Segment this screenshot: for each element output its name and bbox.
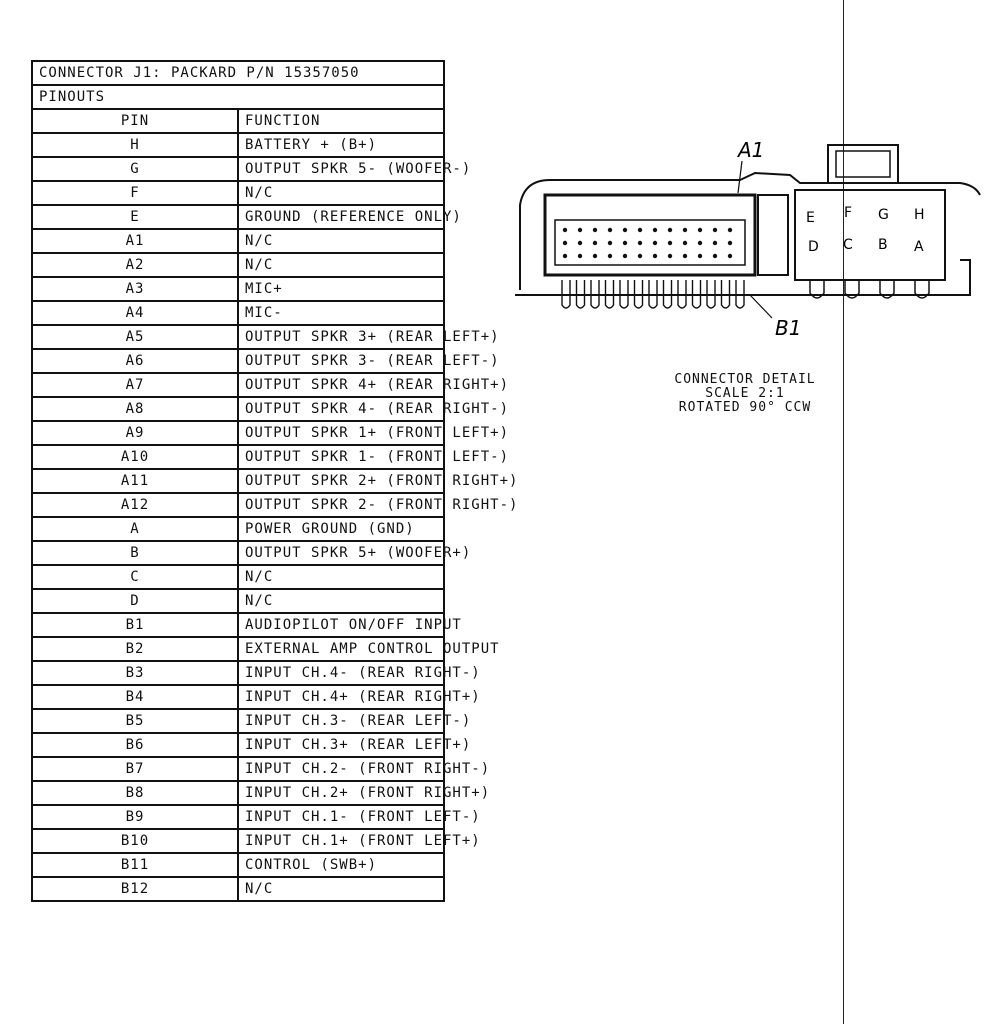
pin-dot [578, 254, 582, 258]
pin-dot [653, 254, 657, 258]
function-cell: CONTROL (SWB+) [238, 853, 444, 877]
table-row [32, 493, 444, 517]
pin-cell: B3 [32, 661, 238, 685]
pin-cell: B9 [32, 805, 238, 829]
function-cell: OUTPUT SPKR 2- (FRONT RIGHT-) [238, 493, 444, 517]
function-cell: INPUT CH.4- (REAR RIGHT-) [238, 661, 444, 685]
table-row [32, 685, 444, 709]
cavity-letter-b: B [878, 237, 888, 253]
table-row [32, 397, 444, 421]
table-row [32, 205, 444, 229]
function-cell: OUTPUT SPKR 5- (WOOFER-) [238, 157, 444, 181]
function-cell: OUTPUT SPKR 4+ (REAR RIGHT+) [238, 373, 444, 397]
pin-dot [668, 241, 672, 245]
callout-a1: A1 [738, 138, 765, 162]
pin-cell: A10 [32, 445, 238, 469]
pin-cell: A9 [32, 421, 238, 445]
table-row [32, 565, 444, 589]
pin-cell: B6 [32, 733, 238, 757]
callout-b1: B1 [775, 316, 802, 340]
table-row [32, 133, 444, 157]
cavity-letter-c: C [843, 237, 853, 253]
pin-cell: B2 [32, 637, 238, 661]
table-row [32, 421, 444, 445]
pin-cell: A8 [32, 397, 238, 421]
pin-dot [593, 241, 597, 245]
pin-dot [623, 228, 627, 232]
function-cell: N/C [238, 589, 444, 613]
table-row [32, 733, 444, 757]
table-row [32, 757, 444, 781]
pin-dot [593, 254, 597, 258]
pin-dot [713, 228, 717, 232]
function-cell: MIC- [238, 301, 444, 325]
table-row [32, 325, 444, 349]
function-cell: OUTPUT SPKR 2+ (FRONT RIGHT+) [238, 469, 444, 493]
function-cell: GROUND (REFERENCE ONLY) [238, 205, 444, 229]
table-row [32, 229, 444, 253]
pin-dot [728, 228, 732, 232]
connector-diagram [510, 135, 980, 350]
power-cavity-block [795, 190, 945, 280]
table-row [32, 301, 444, 325]
table-row [32, 661, 444, 685]
function-cell: EXTERNAL AMP CONTROL OUTPUT [238, 637, 444, 661]
function-cell: INPUT CH.2- (FRONT RIGHT-) [238, 757, 444, 781]
pin-cell: A11 [32, 469, 238, 493]
function-cell: INPUT CH.1- (FRONT LEFT-) [238, 805, 444, 829]
pin-dot [683, 228, 687, 232]
function-cell: INPUT CH.1+ (FRONT LEFT+) [238, 829, 444, 853]
table-row [32, 445, 444, 469]
table-row [32, 589, 444, 613]
pin-cell: E [32, 205, 238, 229]
cavity-letters-bottom [808, 237, 924, 255]
table-row [32, 805, 444, 829]
table-row [32, 781, 444, 805]
pin-cell: A12 [32, 493, 238, 517]
function-cell: OUTPUT SPKR 1+ (FRONT LEFT+) [238, 421, 444, 445]
pin-cell: B5 [32, 709, 238, 733]
cavity-letters-top [806, 205, 925, 226]
pin-cell: B7 [32, 757, 238, 781]
function-cell: N/C [238, 229, 444, 253]
pin-cell: A5 [32, 325, 238, 349]
pin-cell: A4 [32, 301, 238, 325]
function-cell: OUTPUT SPKR 1- (FRONT LEFT-) [238, 445, 444, 469]
pin-cell: B [32, 541, 238, 565]
function-cell: N/C [238, 181, 444, 205]
detail-line-2: SCALE 2:1 [705, 386, 785, 401]
cavity-letter-a: A [914, 239, 924, 255]
connector-title: CONNECTOR J1: PACKARD P/N 15357050 [32, 61, 444, 85]
detail-line-1: CONNECTOR DETAIL [674, 372, 816, 387]
pin-cell: B11 [32, 853, 238, 877]
pin-dot [563, 228, 567, 232]
pin-dot [608, 241, 612, 245]
cavity-letter-g: G [878, 207, 889, 223]
table-row [32, 157, 444, 181]
function-cell: OUTPUT SPKR 5+ (WOOFER+) [238, 541, 444, 565]
cavity-letter-d: D [808, 239, 819, 255]
function-cell: N/C [238, 565, 444, 589]
function-cell: AUDIOPILOT ON/OFF INPUT [238, 613, 444, 637]
pin-dot [653, 228, 657, 232]
pin-dot [563, 254, 567, 258]
table-row [32, 877, 444, 901]
pin-dot [698, 241, 702, 245]
function-cell: N/C [238, 253, 444, 277]
column-header-row [32, 109, 444, 133]
pin-dot [653, 241, 657, 245]
pin-dot [638, 228, 642, 232]
pin-dot [563, 241, 567, 245]
function-cell: INPUT CH.3- (REAR LEFT-) [238, 709, 444, 733]
pin-dot [623, 241, 627, 245]
table-row [32, 517, 444, 541]
cavity-letter-e: E [806, 210, 815, 226]
function-cell: INPUT CH.2+ (FRONT RIGHT+) [238, 781, 444, 805]
signal-cavity-block [545, 195, 755, 275]
pin-dot [578, 241, 582, 245]
column-header-pin: PIN [32, 109, 238, 133]
table-row [32, 829, 444, 853]
function-cell: BATTERY + (B+) [238, 133, 444, 157]
pin-cell: A2 [32, 253, 238, 277]
pin-cell: B12 [32, 877, 238, 901]
pin-cell: D [32, 589, 238, 613]
pin-dot [698, 228, 702, 232]
function-cell: MIC+ [238, 277, 444, 301]
pin-cell: B4 [32, 685, 238, 709]
pin-dot [728, 241, 732, 245]
pin-cell: F [32, 181, 238, 205]
pinouts-heading: PINOUTS [32, 85, 444, 109]
pinout-table-wrap [31, 60, 519, 902]
pin-dot [578, 228, 582, 232]
table-row [32, 613, 444, 637]
pin-dot [713, 241, 717, 245]
pin-dot [638, 254, 642, 258]
table-row [32, 853, 444, 877]
pin-cell: A3 [32, 277, 238, 301]
pin-dot-grid [563, 228, 732, 258]
table-row [32, 541, 444, 565]
table-row [32, 637, 444, 661]
pin-dot [713, 254, 717, 258]
header-row-title [32, 61, 444, 85]
table-row [32, 277, 444, 301]
table-row [32, 253, 444, 277]
cavity-letter-f: F [844, 205, 853, 221]
pin-dot [728, 254, 732, 258]
table-row [32, 709, 444, 733]
pin-dot [638, 241, 642, 245]
pin-cell: A7 [32, 373, 238, 397]
pin-cell: B1 [32, 613, 238, 637]
pin-dot [608, 254, 612, 258]
function-cell: INPUT CH.3+ (REAR LEFT+) [238, 733, 444, 757]
function-cell: INPUT CH.4+ (REAR RIGHT+) [238, 685, 444, 709]
table-row [32, 349, 444, 373]
pin-dot [608, 228, 612, 232]
function-cell: OUTPUT SPKR 4- (REAR RIGHT-) [238, 397, 444, 421]
pin-dot [623, 254, 627, 258]
pin-dot [668, 228, 672, 232]
function-cell: OUTPUT SPKR 3- (REAR LEFT-) [238, 349, 444, 373]
table-row [32, 181, 444, 205]
pin-dot [593, 228, 597, 232]
connector-detail-caption [640, 373, 850, 415]
table-row [32, 469, 444, 493]
pinout-table [31, 60, 519, 902]
function-cell: N/C [238, 877, 444, 901]
pin-dot [668, 254, 672, 258]
function-cell: OUTPUT SPKR 3+ (REAR LEFT+) [238, 325, 444, 349]
pin-dot [698, 254, 702, 258]
pin-dot [683, 241, 687, 245]
table-row [32, 373, 444, 397]
detail-line-3: ROTATED 90° CCW [678, 400, 812, 415]
pin-cell: A6 [32, 349, 238, 373]
column-header-function: FUNCTION [238, 109, 444, 133]
pin-cell: B8 [32, 781, 238, 805]
function-cell: POWER GROUND (GND) [238, 517, 444, 541]
pin-cell: C [32, 565, 238, 589]
pin-cell: A1 [32, 229, 238, 253]
pin-cell: B10 [32, 829, 238, 853]
pin-cell: H [32, 133, 238, 157]
pin-dot [683, 254, 687, 258]
cavity-letter-h: H [914, 207, 925, 223]
pin-cell: G [32, 157, 238, 181]
pin-cell: A [32, 517, 238, 541]
header-row-pinouts [32, 85, 444, 109]
